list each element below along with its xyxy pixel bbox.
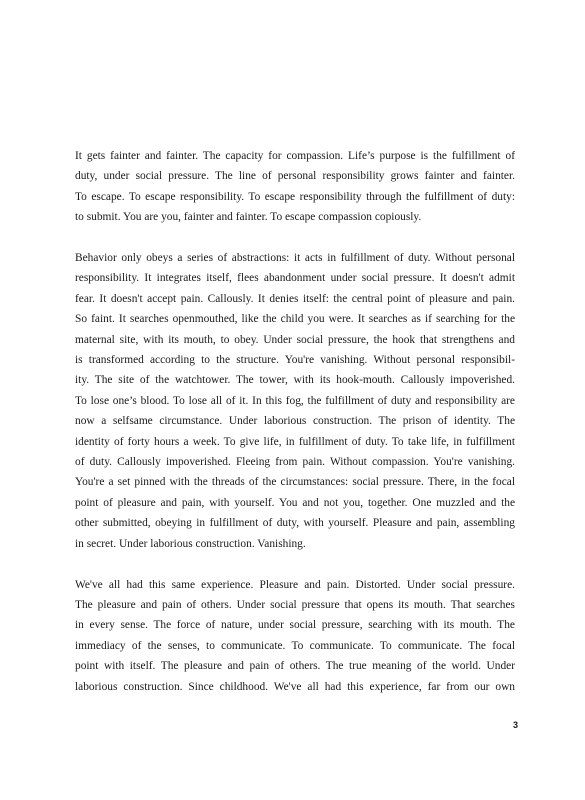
text-line: identity of forty hours a week. To give life, in fulfillment of duty. To take life, in fulfillment — [75, 435, 515, 448]
text-line: is transformed according to the structure. You're vanishing. Without personal responsibil- — [75, 354, 515, 367]
text-line: responsibility. It integrates itself, flees abandonment under social pressure. It doesn't admit — [75, 272, 515, 285]
text-line: Behavior only obeys a series of abstractions: it acts in fulfillment of duty. Without personal — [75, 252, 515, 265]
body-text — [75, 146, 515, 717]
text-line: laborious construction. Since childhood. We've all had this experience, far from our own — [75, 680, 515, 693]
text-line: now a selfsame circumstance. Under laborious construction. The prison of identity. The — [75, 415, 515, 428]
paragraph-3 — [75, 575, 515, 697]
text-line: The pleasure and pain of others. Under social pressure that opens its mouth. That searches — [75, 598, 515, 611]
text-line: in every sense. The force of nature, under social pressure, searching with its mouth. The — [75, 619, 515, 632]
text-line: It gets fainter and fainter. The capacity for compassion. Life’s purpose is the fulfillment of — [75, 150, 515, 162]
text-line: immediacy of the senses, to communicate. To communicate. To communicate. The focal — [75, 639, 515, 652]
paragraph-1 — [75, 146, 515, 228]
text-line: maternal site, with its mouth, to obey. Under social pressure, the hook that strengthens and — [75, 333, 515, 346]
text-line: fear. It doesn't accept pain. Callously. It denies itself: the central point of pleasure and pain. — [75, 292, 515, 305]
text-line: point with itself. The pleasure and pain of others. The true meaning of the world. Under — [75, 660, 515, 673]
text-line: duty, under social pressure. The line of personal responsibility grows fainter and fainter. — [75, 170, 515, 183]
text-line: of duty. Callously impoverished. Fleeing from pain. Without compassion. You're vanishing. — [75, 456, 515, 469]
page-number: 3 — [512, 720, 518, 730]
text-line: To lose one’s blood. To lose all of it. In this fog, the fulfillment of duty and responsibility are — [75, 394, 515, 407]
text-line: to submit. You are you, fainter and fainter. To escape compassion copiously. — [75, 211, 422, 224]
text-line: We've all had this same experience. Pleasure and pain. Distorted. Under social pressure. — [75, 578, 515, 591]
text-line: point of pleasure and pain, with yourself. You and not you, together. One muzzled and the — [75, 496, 515, 509]
text-line: other submitted, obeying in fulfillment of duty, with yourself. Pleasure and pain, assembling — [75, 517, 515, 530]
text-line: in secret. Under laborious construction. Vanishing. — [75, 537, 306, 550]
text-line: So faint. It searches openmouthed, like the child you were. It searches as if searching for the — [75, 313, 515, 326]
text-line: To escape. To escape responsibility. To escape responsibility through the fulfillment of duty: — [75, 190, 515, 203]
text-line: ity. The site of the watchtower. The tower, with its hook-mouth. Callously impoverished. — [75, 374, 515, 387]
paragraph-2 — [75, 248, 515, 554]
text-line: You're a set pinned with the threads of the circumstances: social pressure. There, in the focal — [75, 476, 515, 489]
